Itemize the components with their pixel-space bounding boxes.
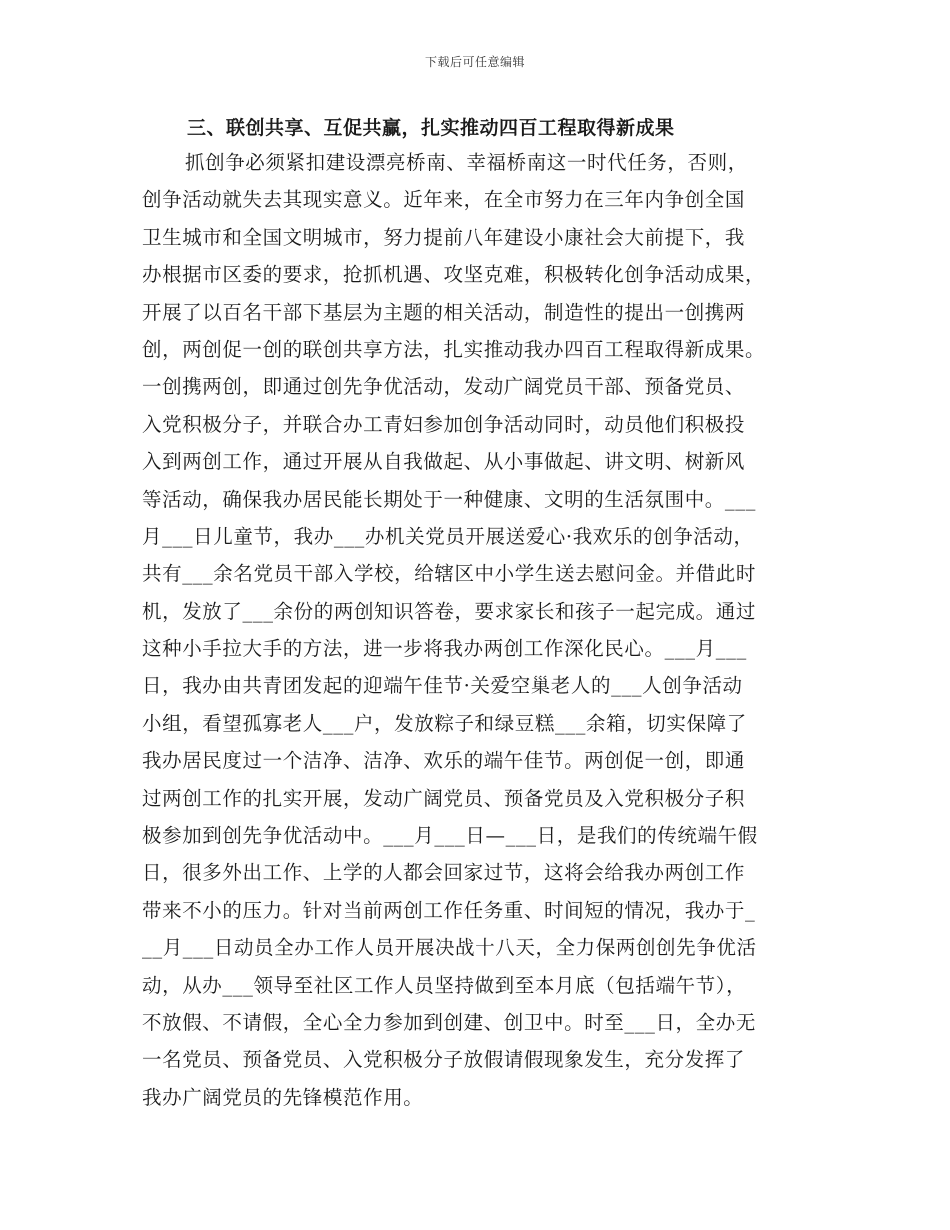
paragraph-line: 不放假、不请假，全心全力参加到创建、创卫中。时至___日，全办无 xyxy=(142,1010,756,1034)
paragraph-line: 动，从办___领导至社区工作人员坚持做到至本月底（包括端午节）， xyxy=(142,973,747,997)
paragraph-line: 创争活动就失去其现实意义。近年来，在全市努力在三年内争创全国 xyxy=(142,188,746,212)
paragraph-line: 月___日儿童节，我办___办机关党员开展送爱心·我欢乐的创争活动， xyxy=(142,524,754,548)
paragraph-line: 卫生城市和全国文明城市，努力提前八年建设小康社会大前提下，我 xyxy=(142,225,746,249)
paragraph-line: 我办居民度过一个洁净、洁净、欢乐的端午佳节。两创促一创，即通 xyxy=(142,749,746,773)
paragraph-line: 这种小手拉大手的方法，进一步将我办两创工作深化民心。___月___ xyxy=(142,637,747,661)
paragraph-line: 入到两创工作，通过开展从自我做起、从小事做起、讲文明、树新风 xyxy=(142,450,746,474)
paragraph-line: 创，两创促一创的联创共享方法，扎实推动我办四百工程取得新成果。 xyxy=(142,337,766,361)
body-text xyxy=(142,144,822,1116)
paragraph-line: 过两创工作的扎实开展，发动广阔党员、预备党员及入党积极分子积 xyxy=(142,786,746,810)
paragraph-line: 带来不小的压力。针对当前两创工作任务重、时间短的情况，我办于_ xyxy=(142,898,756,922)
paragraph-line: 共有___余名党员干部入学校，给辖区中小学生送去慰问金。并借此时 xyxy=(142,562,756,586)
paragraph-line: 入党积极分子，并联合办工青妇参加创争活动同时，动员他们积极投 xyxy=(142,412,746,436)
paragraph-line: 我办广阔党员的先锋模范作用。 xyxy=(142,1085,424,1109)
paragraph-line: 日，我办由共青团发起的迎端午佳节·关爱空巢老人的___人创争活动 xyxy=(142,674,743,698)
paragraph-line: 小组，看望孤寡老人___户，发放粽子和绿豆糕___余箱，切实保障了 xyxy=(142,711,747,735)
section-heading: 三、联创共享、互促共赢，扎实推动四百工程取得新成果 xyxy=(187,117,675,139)
paragraph-line: __月___日动员全办工作人员开展决战十八天，全力保两创创先争优活 xyxy=(142,936,757,960)
paragraph-line: 极参加到创先争优活动中。___月___日—___日，是我们的传统端午假 xyxy=(142,824,758,848)
page-header-note: 下载后可任意编辑 xyxy=(424,55,525,69)
paragraph-line: 机，发放了___余份的两创知识答卷，要求家长和孩子一起完成。通过 xyxy=(142,599,756,623)
paragraph-line: 一名党员、预备党员、入党积极分子放假请假现象发生，充分发挥了 xyxy=(142,1048,746,1072)
paragraph-line: 一创携两创，即通过创先争优活动，发动广阔党员干部、预备党员、 xyxy=(142,375,746,399)
paragraph-line: 办根据市区委的要求，抢抓机遇、攻坚克难，积极转化创争活动成果， xyxy=(142,263,766,287)
paragraph-line: 等活动，确保我办居民能长期处于一种健康、文明的生活氛围中。___ xyxy=(142,487,756,511)
paragraph-line: 开展了以百名干部下基层为主题的相关活动，制造性的提出一创携两 xyxy=(142,300,746,324)
paragraph-line: 抓创争必须紧扣建设漂亮桥南、幸福桥南这一时代任务，否则， xyxy=(185,151,748,174)
paragraph-line: 日，很多外出工作、上学的人都会回家过节，这将会给我办两创工作 xyxy=(142,861,746,885)
